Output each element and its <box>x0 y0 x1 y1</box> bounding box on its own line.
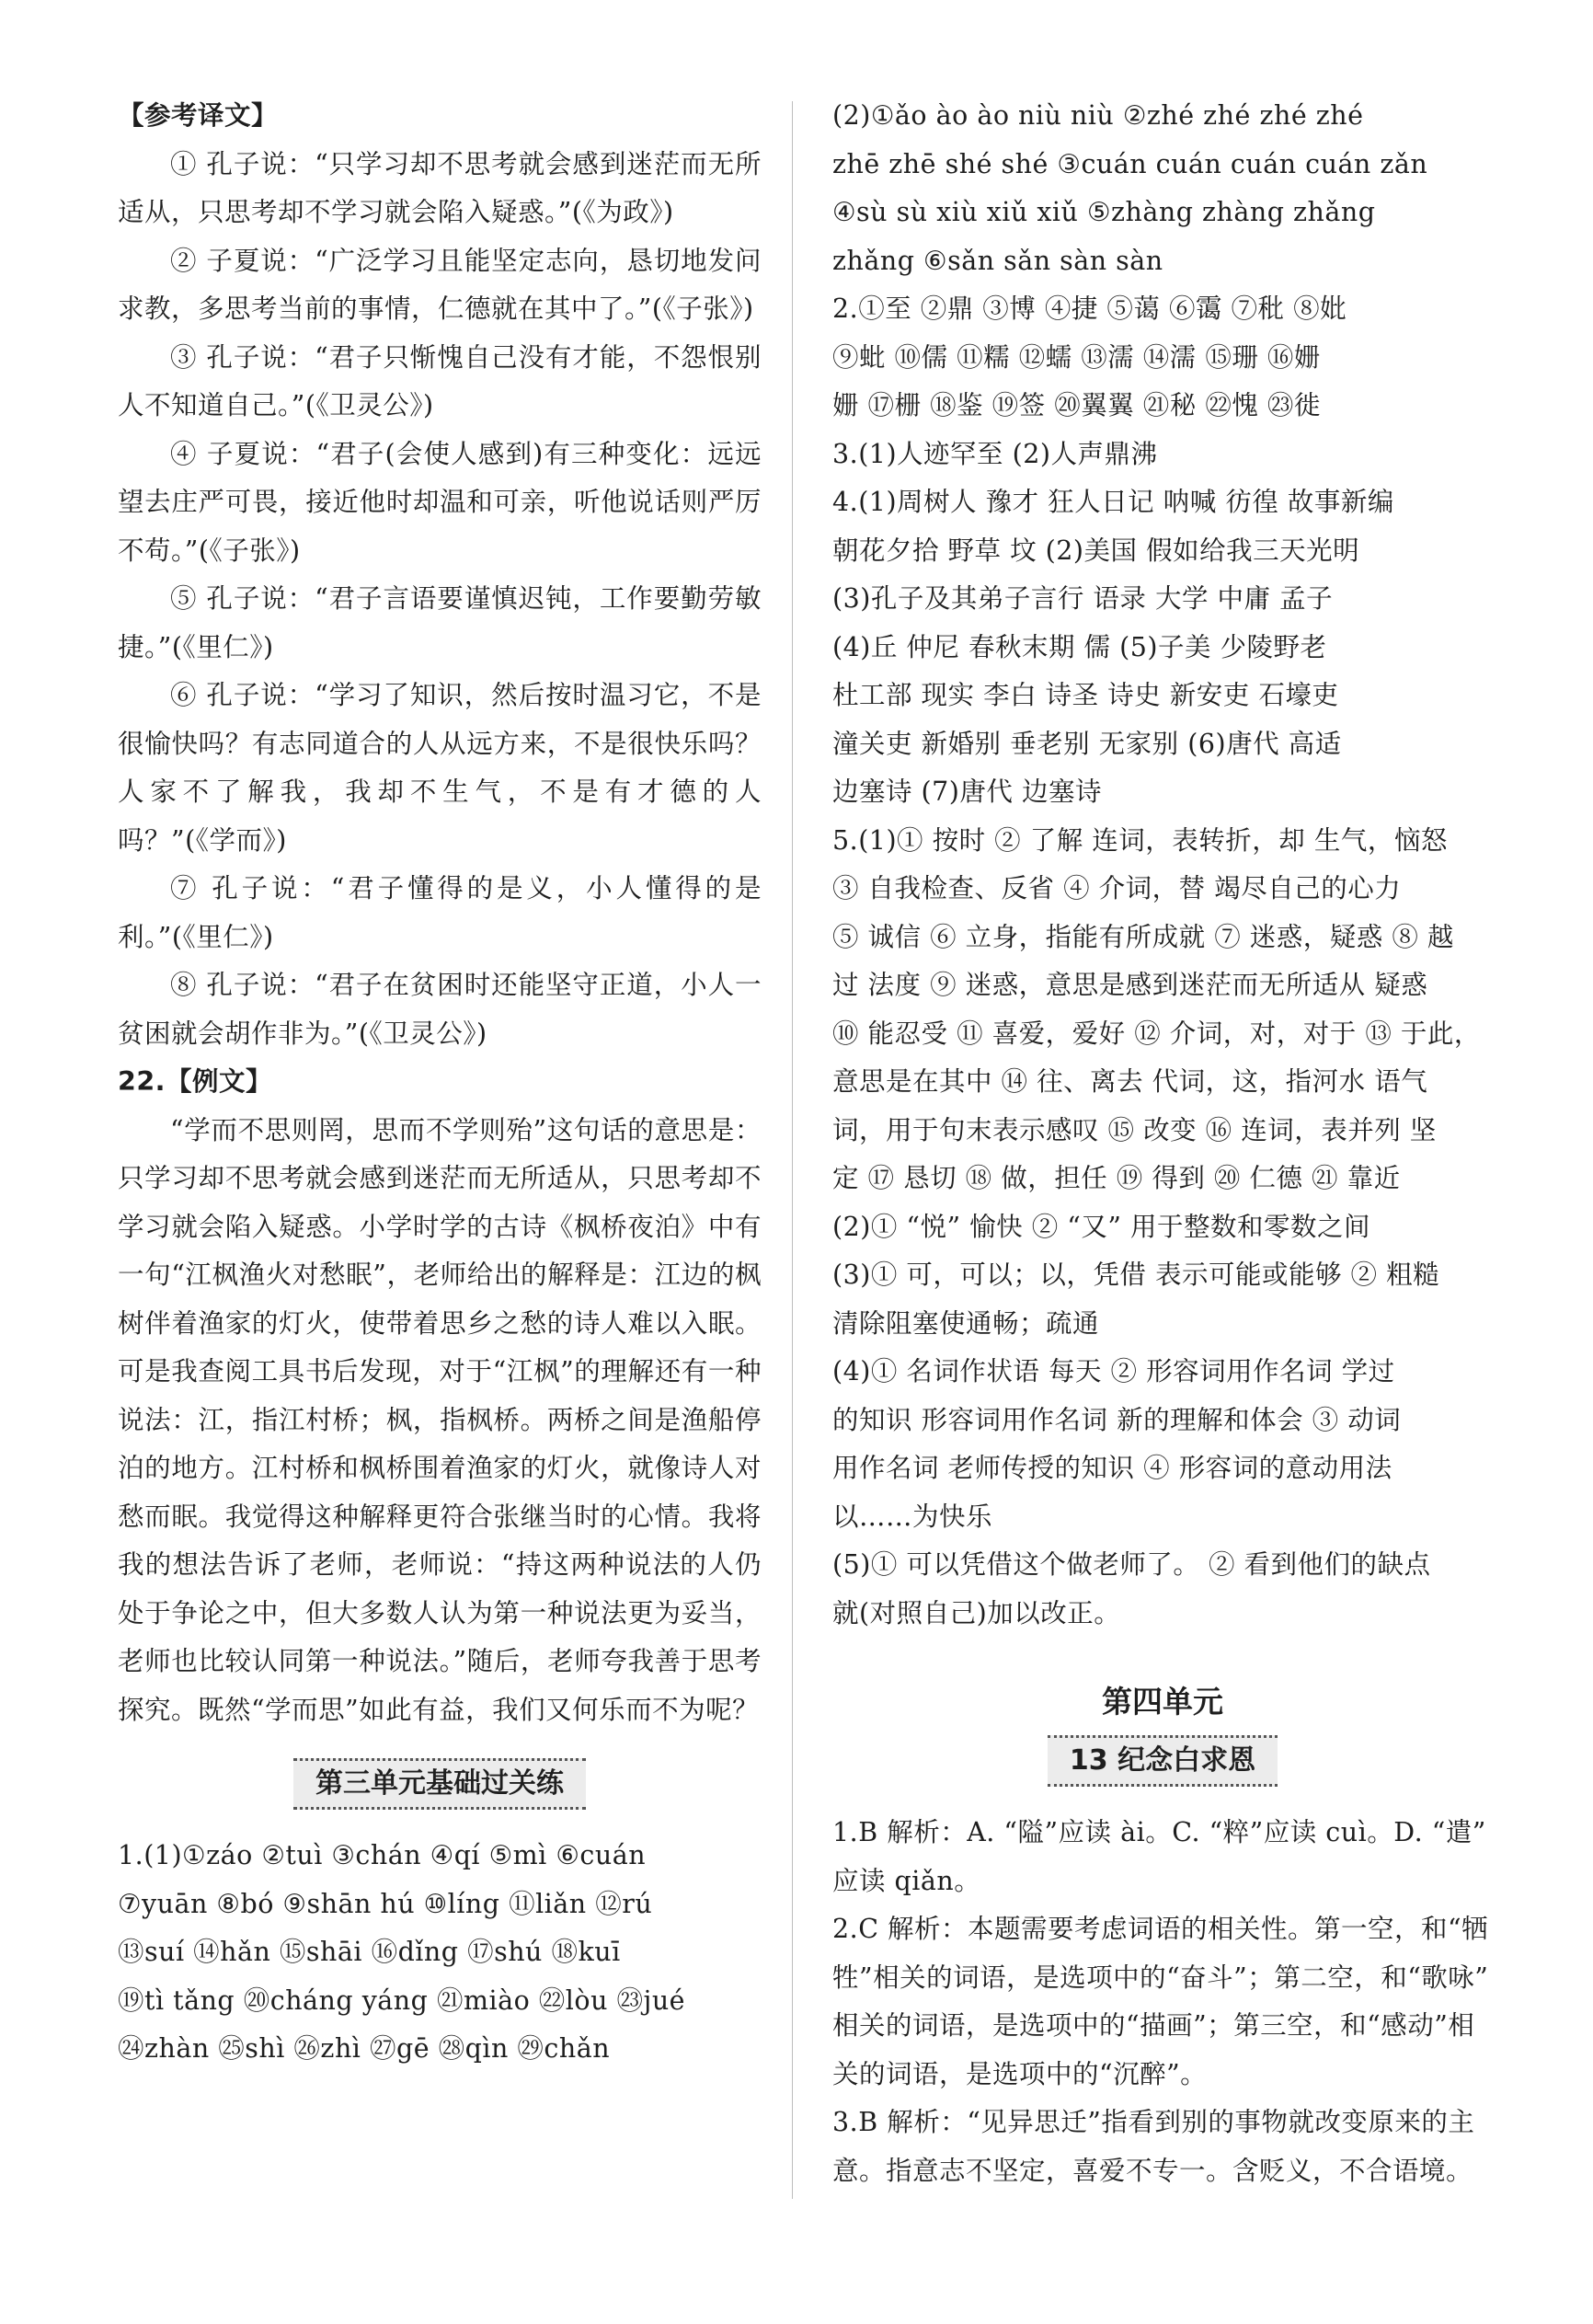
answer-line: 用作名词 老师传授的知识 ④ 形容词的意动用法 <box>832 1453 1392 1483</box>
answer-line: 应读 qiǎn。 <box>832 1865 981 1896</box>
answer-line: 朝花夕拾 野草 坟 (2)美国 假如给我三天光明 <box>832 535 1360 566</box>
answer-line: 相关的词语，是选项中的“描画”；第三空，和“感动”相 <box>832 2010 1475 2041</box>
answer-line: ⑲tì tǎng ⑳cháng yáng ㉑miào ㉒lòu ㉓jué <box>118 1985 686 2016</box>
answer-line: zhǎng ⑥sǎn sǎn sàn sàn <box>832 245 1163 276</box>
answer-line: 清除阻塞使通畅；疏通 <box>832 1307 1100 1339</box>
answer-line: ⑩ 能忍受 ⑪ 喜爱，爱好 ⑫ 介词，对，对于 ⑬ 于此， <box>832 1018 1481 1049</box>
answer-line: ⑬suí ⑭hǎn ⑮shāi ⑯dǐng ⑰shú ⑱kuī <box>118 1937 621 1967</box>
answer-line: 2.C 解析：本题需要考虑词语的相关性。第一空，和“牺 <box>832 1914 1489 1944</box>
translation-item: ② 子夏说：“广泛学习且能坚定志向，恳切地发问求教，多思考当前的事情，仁德就在其中了。”(《子张》) <box>118 245 762 324</box>
reference-translation-title: 【参考译文】 <box>118 100 279 131</box>
answer-line: 姗 ⑰栅 ⑱鉴 ⑲签 ⑳翼翼 ㉑秘 ㉒愧 ㉓徙 <box>832 390 1321 420</box>
column-divider <box>792 101 793 2199</box>
answer-line: 杜工部 现实 李白 诗圣 诗史 新安吏 石壕吏 <box>832 680 1339 710</box>
answer-line: 意思是在其中 ⑭ 往、离去 代词，这，指河水 语气 <box>832 1066 1428 1097</box>
lesson-title: 13 纪念白求恩 <box>1048 1735 1278 1787</box>
translation-item: ⑥ 孔子说：“学习了知识，然后按时温习它，不是很愉快吗？有志同道合的人从远方来，不是很快乐吗？人家不了解我，我却不生气，不是有才德的人吗？”(《学而》) <box>118 680 762 856</box>
answer-line: 2.①至 ②鼎 ③博 ④捷 ⑤蔼 ⑥霭 ⑦秕 ⑧妣 <box>832 293 1347 324</box>
translation-item: ④ 子夏说：“君子(会使人感到)有三种变化：远远望去庄严可畏，接近他时却温和可亲，听他说话则严厉不苟。”(《子张》) <box>118 438 762 566</box>
answer-line: 潼关吏 新婚别 垂老别 无家别 (6)唐代 高适 <box>832 728 1342 759</box>
left-column <box>118 92 762 2074</box>
answer-line: 4.(1)周树人 豫才 狂人日记 呐喊 彷徨 故事新编 <box>832 487 1394 517</box>
answer-line: (5)① 可以凭借这个做老师了。 ② 看到他们的缺点 <box>832 1549 1431 1580</box>
example-essay-title: 22.【例文】 <box>118 1066 272 1097</box>
answer-line: 就(对照自己)加以改正。 <box>832 1597 1121 1628</box>
answer-line: 5.(1)① 按时 ② 了解 连词，表转折，却 生气，恼怒 <box>832 824 1448 856</box>
right-column <box>832 92 1493 2195</box>
answer-line: 牲”相关的词语，是选项中的“奋斗”；第二空，和“歌咏” <box>832 1962 1489 1993</box>
lesson-heading <box>832 1735 1493 1787</box>
example-essay-text: “学而不思则罔，思而不学则殆”这句话的意思是：只学习却不思考就会感到迷茫而无所适从，只思考却不学习就会陷入疑惑。小学时学的古诗《枫桥夜泊》中有一句“江枫渔火对愁眠”，老师给出的解释是：江边的枫树伴着渔家的灯火，使带着思乡之愁的诗人难以入眠。可是我查阅工具书后发现，对于“江枫”的理解还有一种说法：江，指江村桥；枫，指枫桥。两桥之间是渔船停泊的地方。江村桥和枫桥围着渔家的灯火，就像诗人对愁而眠。我觉得这种解释更符合张继当时的心情。我将我的想法告诉了老师，老师说：“持这两种说法的人仍处于争论之中，但大多数人认为第一种说法更为妥当，老师也比较认同第一种说法。”随后，老师夸我善于思考探究。既然“学而思”如此有益，我们又何乐而不为呢？ <box>118 1114 762 1725</box>
section-heading <box>118 1758 762 1810</box>
unit-title: 第四单元 <box>1102 1684 1223 1720</box>
answer-line: 以……为快乐 <box>832 1501 993 1532</box>
answer-line: zhē zhē shé shé ③cuán cuán cuán cuán zǎn <box>832 148 1428 179</box>
translation-item: ⑦ 孔子说：“君子懂得的是义，小人懂得的是利。”(《里仁》) <box>118 873 762 952</box>
answer-line: 词，用于句末表示感叹 ⑮ 改变 ⑯ 连词，表并列 坚 <box>832 1114 1437 1145</box>
translation-item: ⑧ 孔子说：“君子在贫困时还能坚守正道，小人一贫困就会胡作非为。”(《卫灵公》) <box>118 970 762 1049</box>
answer-line: 过 法度 ⑨ 迷惑，意思是感到迷茫而无所适从 疑惑 <box>832 970 1428 1000</box>
translation-item: ① 孔子说：“只学习却不思考就会感到迷茫而无所适从，只思考却不学习就会陷入疑惑。”(《为政》) <box>118 148 762 227</box>
answer-line: 关的词语，是选项中的“沉醉”。 <box>832 2058 1208 2089</box>
answer-line: (2)①ǎo ào ào niù niù ②zhé zhé zhé zhé <box>832 100 1364 131</box>
answer-line: ③ 自我检查、反省 ④ 介词，替 竭尽自己的心力 <box>832 873 1402 903</box>
answer-line: (2)① “悦” 愉快 ② “又” 用于整数和零数之间 <box>832 1211 1370 1242</box>
answer-line: 边塞诗 (7)唐代 边塞诗 <box>832 777 1102 807</box>
answer-line: 意。指意志不坚定，喜爱不专一。含贬义，不合语境。 <box>832 2155 1473 2186</box>
answer-line: 3.B 解析：“见异思迁”指看到别的事物就改变原来的主 <box>832 2107 1475 2137</box>
answer-line: ㉔zhàn ㉕shì ㉖zhì ㉗gē ㉘qìn ㉙chǎn <box>118 2033 611 2064</box>
answer-line: ④sù sù xiù xiǔ xiǔ ⑤zhàng zhàng zhǎng <box>832 197 1376 227</box>
answer-line: (4)丘 仲尼 春秋末期 儒 (5)子美 少陵野老 <box>832 631 1327 662</box>
answer-line: 的知识 形容词用作名词 新的理解和体会 ③ 动词 <box>832 1404 1402 1435</box>
answer-line: 3.(1)人迹罕至 (2)人声鼎沸 <box>832 438 1158 469</box>
answer-line: (4)① 名词作状语 每天 ② 形容词用作名词 学过 <box>832 1356 1395 1386</box>
answer-line: ⑦yuān ⑧bó ⑨shān hú ⑩líng ⑪liǎn ⑫rú <box>118 1888 653 1919</box>
answer-line: ⑨蚍 ⑩儒 ⑪糯 ⑫蠕 ⑬濡 ⑭濡 ⑮珊 ⑯姗 <box>832 341 1321 373</box>
translation-item: ③ 孔子说：“君子只惭愧自己没有才能，不怨恨别人不知道自己。”(《卫灵公》) <box>118 341 762 420</box>
translation-item: ⑤ 孔子说：“君子言语要谨慎迟钝，工作要勤劳敏捷。”(《里仁》) <box>118 583 762 662</box>
answer-line: 1.B 解析：A. “隘”应读 ài。C. “粹”应读 cuì。D. “遣” <box>832 1817 1486 1847</box>
answer-line: (3)孔子及其弟子言行 语录 大学 中庸 孟子 <box>832 583 1334 614</box>
answer-line: (3)① 可，可以；以，凭借 表示可能或能够 ② 粗糙 <box>832 1260 1440 1290</box>
answer-line: 定 ⑰ 恳切 ⑱ 做，担任 ⑲ 得到 ⑳ 仁德 ㉑ 靠近 <box>832 1163 1401 1193</box>
section-title: 第三单元基础过关练 <box>293 1758 586 1810</box>
answer-line: 1.(1)①záo ②tuì ③chán ④qí ⑤mì ⑥cuán <box>118 1840 647 1870</box>
answer-line: ⑤ 诚信 ⑥ 立身，指能有所成就 ⑦ 迷惑，疑惑 ⑧ 越 <box>832 921 1454 952</box>
